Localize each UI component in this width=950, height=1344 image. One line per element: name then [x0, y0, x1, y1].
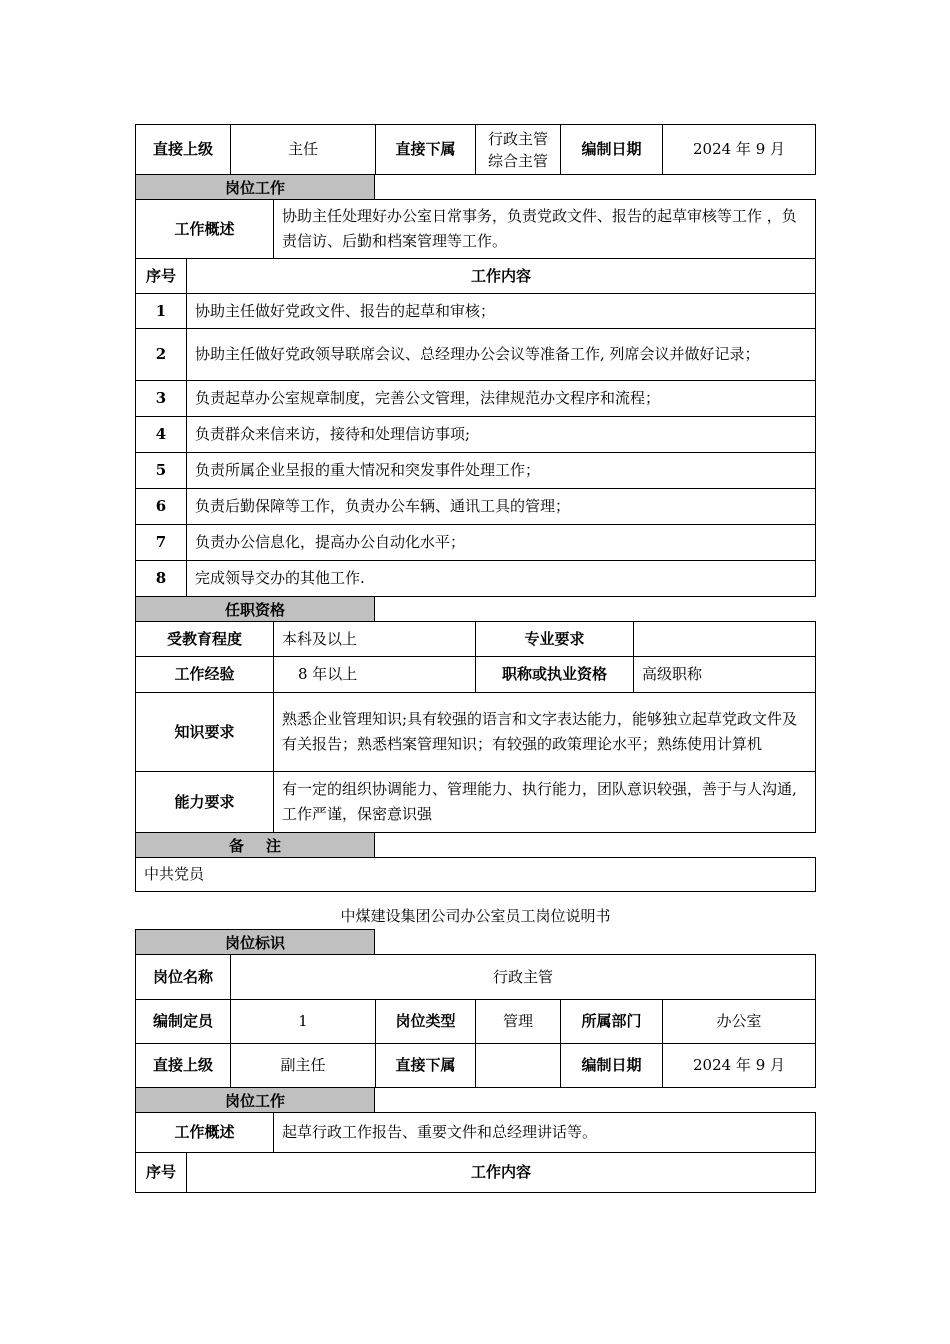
header-row — [135, 124, 816, 175]
type-label: 岗位类型 — [375, 999, 476, 1044]
subordinate-1: 行政主管 — [487, 129, 548, 148]
remark-text: 中共党员 — [135, 857, 816, 892]
dept-value: 办公室 — [662, 999, 816, 1044]
task-header-row-2 — [135, 1152, 816, 1193]
edu-value: 本科及以上 — [273, 621, 476, 657]
superior-label-2: 直接上级 — [135, 1043, 231, 1088]
remark-title — [135, 832, 375, 858]
task-no: 6 — [135, 488, 187, 525]
title-label: 职称或执业资格 — [475, 656, 634, 693]
qual-title: 任职资格 — [135, 596, 375, 622]
summary-label-2: 工作概述 — [135, 1112, 274, 1153]
ability-text: 有一定的组织协调能力、管理能力、执行能力，团队意识较强，善于与人沟通, 工作严谨，保密意识强 — [273, 771, 816, 833]
exp-label: 工作经验 — [135, 656, 274, 693]
task-row — [135, 328, 816, 381]
subordinate-label-2: 直接下属 — [375, 1043, 476, 1088]
duties-title-row — [135, 174, 816, 200]
date-value: 2024 年 9 月 — [662, 124, 816, 175]
task-text: 负责起草办公室规章制度，完善公文管理，法律规范办文程序和流程； — [186, 380, 816, 417]
subordinate-value — [475, 124, 561, 175]
staff-value: 1 — [230, 999, 376, 1044]
task-no: 7 — [135, 524, 187, 561]
type-value: 管理 — [475, 999, 561, 1044]
subordinate-2: 综合主管 — [487, 151, 548, 170]
duties-title-2: 岗位工作 — [135, 1087, 375, 1113]
task-text: 负责群众来信来访，接待和处理信访事项; — [186, 416, 816, 453]
task-header-row — [135, 258, 816, 294]
ability-row — [135, 771, 816, 833]
superior-value-2: 副主任 — [230, 1043, 376, 1088]
task-row — [135, 524, 816, 561]
task-no: 2 — [135, 328, 187, 381]
task-no: 1 — [135, 293, 187, 329]
staff-label: 编制定员 — [135, 999, 231, 1044]
task-row — [135, 560, 816, 597]
subordinate-value-2 — [475, 1043, 561, 1088]
task-row — [135, 380, 816, 417]
superior-row — [135, 1043, 816, 1088]
task-row — [135, 452, 816, 489]
knowledge-row — [135, 692, 816, 772]
duties-title-row-2 — [135, 1087, 816, 1113]
superior-value: 主任 — [230, 124, 376, 175]
exp-value: 8 年以上 — [273, 656, 476, 693]
major-value — [633, 621, 816, 657]
col-no-header: 序号 — [135, 258, 187, 294]
task-text: 协助主任做好党政领导联席会议、总经理办公会议等准备工作, 列席会议并做好记录； — [186, 328, 816, 381]
remark-title-1: 备 — [228, 836, 244, 855]
task-no: 5 — [135, 452, 187, 489]
date-label-2: 编制日期 — [560, 1043, 663, 1088]
experience-row — [135, 656, 816, 693]
name-row — [135, 954, 816, 1000]
date-label: 编制日期 — [560, 124, 663, 175]
summary-text: 协助主任处理好办公室日常事务，负责党政文件、报告的起草审核等工作 ，负责信访、后勤和档案管理等工作。 — [273, 199, 816, 259]
edu-label: 受教育程度 — [135, 621, 274, 657]
task-row — [135, 488, 816, 525]
subordinate-label: 直接下属 — [375, 124, 476, 175]
education-row — [135, 621, 816, 657]
task-no: 4 — [135, 416, 187, 453]
summary-label: 工作概述 — [135, 199, 274, 259]
remark-title-row — [135, 832, 816, 858]
ability-label: 能力要求 — [135, 771, 274, 833]
task-no: 3 — [135, 380, 187, 417]
name-value: 行政主管 — [230, 954, 816, 1000]
qual-title-row — [135, 596, 816, 622]
job-description-page — [135, 124, 816, 910]
knowledge-label: 知识要求 — [135, 692, 274, 772]
title-value: 高级职称 — [633, 656, 816, 693]
date-value-2: 2024 年 9 月 — [662, 1043, 816, 1088]
col-content-header: 工作内容 — [186, 258, 816, 294]
task-text: 负责所属企业呈报的重大情况和突发事件处理工作； — [186, 452, 816, 489]
id-title: 岗位标识 — [135, 929, 375, 955]
dept-label: 所属部门 — [560, 999, 663, 1044]
task-text: 负责办公信息化，提高办公自动化水平； — [186, 524, 816, 561]
col-content-header-2: 工作内容 — [186, 1152, 816, 1193]
task-row — [135, 416, 816, 453]
summary-row-2 — [135, 1112, 816, 1153]
task-text: 协助主任做好党政文件、报告的起草和审核； — [186, 293, 816, 329]
task-text: 完成领导交办的其他工作. — [186, 560, 816, 597]
name-label: 岗位名称 — [135, 954, 231, 1000]
duties-title: 岗位工作 — [135, 174, 375, 200]
task-no: 8 — [135, 560, 187, 597]
staff-row — [135, 999, 816, 1044]
task-row — [135, 293, 816, 329]
superior-label: 直接上级 — [135, 124, 231, 175]
document-caption: 中煤建设集团公司办公室员工岗位说明书 — [340, 907, 611, 925]
summary-row — [135, 199, 816, 259]
summary-text-2: 起草行政工作报告、重要文件和总经理讲话等。 — [273, 1112, 816, 1153]
task-text: 负责后勤保障等工作，负责办公车辆、通讯工具的管理； — [186, 488, 816, 525]
job-description-page-2 — [135, 929, 816, 1199]
knowledge-text: 熟悉企业管理知识;具有较强的语言和文字表达能力，能够独立起草党政文件及有关报告；熟悉档案管理知识；有较强的政策理论水平；熟练使用计算机 — [273, 692, 816, 772]
id-title-row — [135, 929, 816, 955]
col-no-header-2: 序号 — [135, 1152, 187, 1193]
major-label: 专业要求 — [475, 621, 634, 657]
remark-row — [135, 857, 816, 892]
remark-title-2: 注 — [266, 836, 282, 855]
